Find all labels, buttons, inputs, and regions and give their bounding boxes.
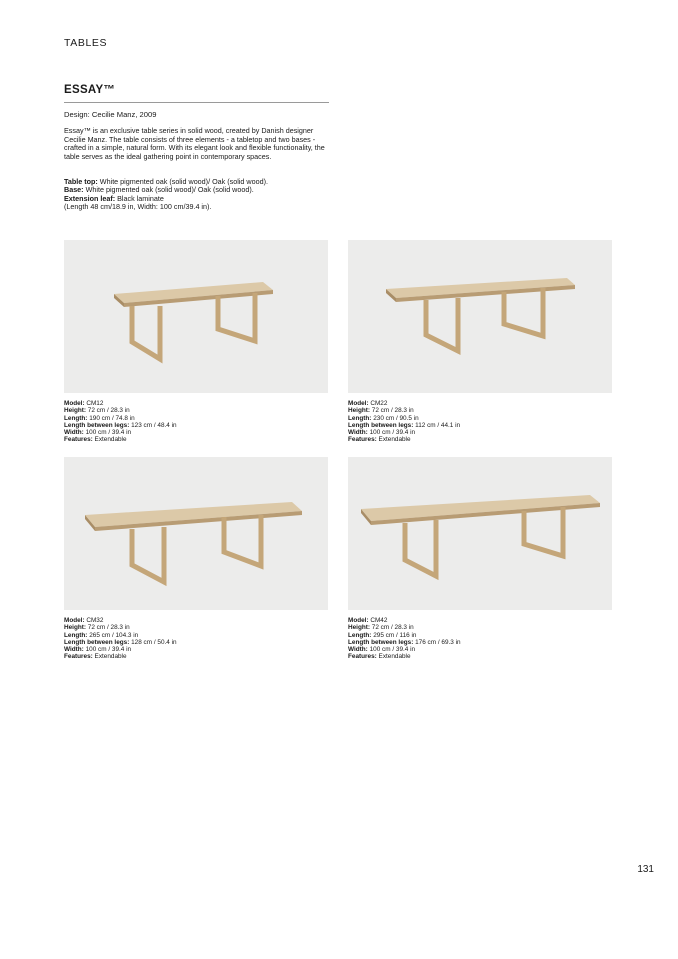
title-divider bbox=[64, 102, 329, 103]
spec-extension-leaf: Extension leaf: Black laminate bbox=[64, 193, 164, 203]
intro-paragraph: Essay™ is an exclusive table series in solid wood, created by Danish designer Cecilie Manz. The table consists of three elements - a tabletop and two bases - crafted in a simple, natural form. With its elegant look and flexible functionality, the table serves as the ideal gathering point in contemporary spaces. bbox=[64, 126, 325, 161]
page-number: 131 bbox=[637, 864, 654, 875]
product-photo-cm32 bbox=[64, 457, 328, 610]
product-photo-cm42 bbox=[348, 457, 612, 610]
product-caption-cm42: Model: CM42 Height: 72 cm / 28.3 in Length: 295 cm / 116 in Length between legs: 176 cm / 69.3 in Width: 100 cm / 39.4 in Features: Extendable bbox=[348, 617, 461, 661]
material-specs bbox=[64, 178, 332, 212]
product-photo-cm22 bbox=[348, 240, 612, 393]
product-caption-cm22: Model: CM22 Height: 72 cm / 28.3 in Length: 230 cm / 90.5 in Length between legs: 112 cm / 44.1 in Width: 100 cm / 39.4 in Features: Extendable bbox=[348, 400, 461, 444]
product-caption-cm12: Model: CM12 Height: 72 cm / 28.3 in Length: 190 cm / 74.8 in Length between legs: 123 cm / 48.4 in Width: 100 cm / 39.4 in Features: Extendable bbox=[64, 400, 177, 444]
spec-leaf-dimensions: (Length 48 cm/18.9 in, Width: 100 cm/39.4 in). bbox=[64, 202, 212, 212]
page-title: ESSAY™ bbox=[64, 84, 116, 96]
product-photo-cm12 bbox=[64, 240, 328, 393]
spec-base: Base: White pigmented oak (solid wood)/ Oak (solid wood). bbox=[64, 185, 254, 195]
product-caption-cm32: Model: CM32 Height: 72 cm / 28.3 in Length: 265 cm / 104.3 in Length between legs: 128 cm / 50.4 in Width: 100 cm / 39.4 in Features: Extendable bbox=[64, 617, 177, 661]
section-label: TABLES bbox=[64, 37, 108, 49]
spec-tabletop: Table top: White pigmented oak (solid wood)/ Oak (solid wood). bbox=[64, 177, 268, 186]
design-credit: Design: Cecilie Manz, 2009 bbox=[64, 110, 157, 119]
